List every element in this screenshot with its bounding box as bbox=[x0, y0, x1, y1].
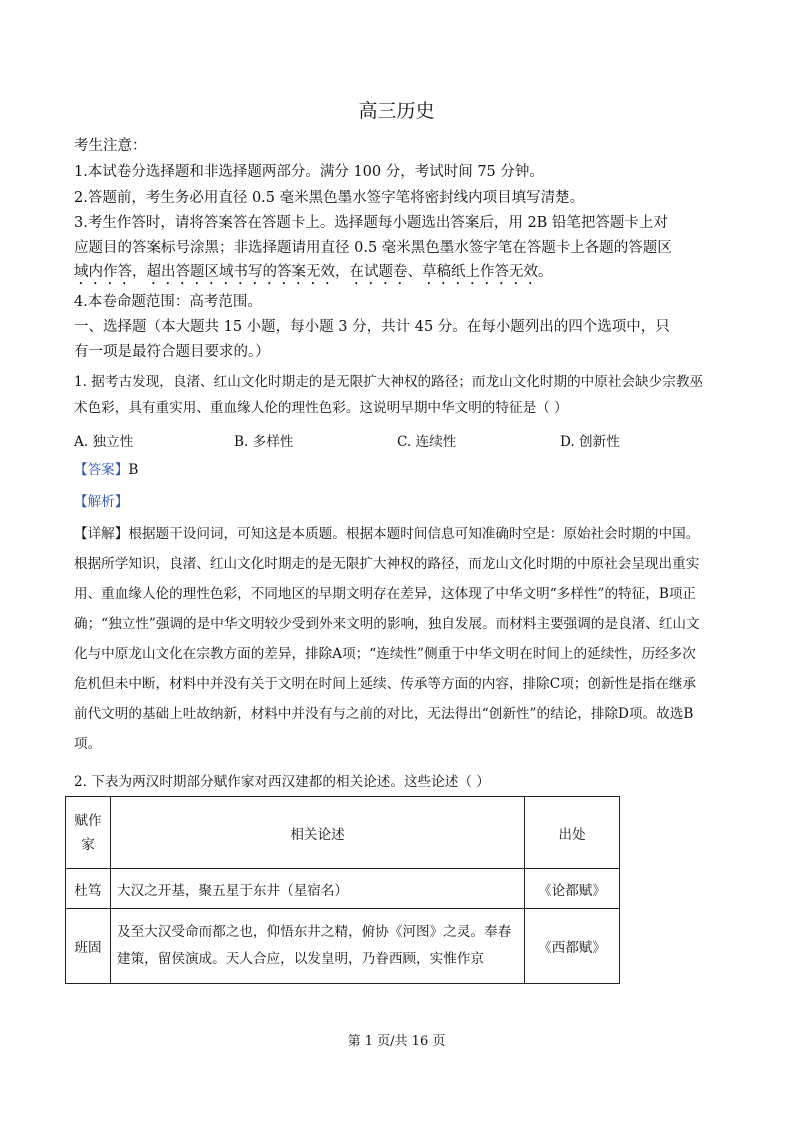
q1-detail-line-2: 根据所学知识，良渚、红山文化时期走的是无限扩大神权的路径，而龙山文化时期的中原社会呈现出重实 bbox=[74, 556, 700, 572]
notice-item-2: 2.答题前，考生务必用直径 0.5 毫米黑色墨水签字笔将密封线内项目填写清楚。 bbox=[74, 190, 585, 206]
notice-heading: 考生注意： bbox=[74, 138, 147, 154]
q1-detail-line-5: 化与中原龙山文化在宗教方面的差异，排除A项；“连续性”侧重于中华文明在时间上的延续性，历经多次 bbox=[74, 646, 696, 662]
table-row bbox=[66, 869, 620, 909]
q2-stem: 2. 下表为两汉时期部分赋作家对西汉建都的相关论述。这些论述（ ） bbox=[74, 774, 490, 790]
section-heading-line-1: 一、选择题（本大题共 15 小题，每小题 3 分，共计 45 分。在每小题列出的四个选项中，只 bbox=[74, 319, 670, 335]
q1-detail-line-8: 项。 bbox=[74, 736, 102, 752]
row-author: 班固 bbox=[66, 909, 111, 984]
detail-tag: 【详解】 bbox=[74, 526, 129, 542]
q1-stem-line-1: 1. 据考古发现，良渚、红山文化时期走的是无限扩大神权的路径；而龙山文化时期的中原社会缺少宗教巫 bbox=[74, 374, 704, 390]
answer-tag: 【答案】 bbox=[74, 462, 129, 478]
table-row bbox=[66, 909, 620, 984]
notice-item-3-line-1: 3.考生作答时，请将答案答在答题卡上。选择题每小题选出答案后，用 2B 铅笔把答题卡上对 bbox=[74, 215, 668, 231]
row-source: 《西都赋》 bbox=[525, 909, 620, 984]
notice-item-3-line-3: 域内作答，超出答题区域书写的答案无效，在试题卷、草稿纸上作答无效。 bbox=[74, 264, 553, 280]
q1-detail-line-1 bbox=[74, 522, 699, 542]
q1-detail-line-4: 确；“独立性”强调的是中华文明较少受到外来文明的影响，独自发展。而材料主要强调的是良渚、红山文 bbox=[74, 616, 700, 632]
header-text: 相关论述 bbox=[111, 797, 525, 869]
page-title: 高三历史 bbox=[358, 100, 435, 122]
q1-option-d: D. 创新性 bbox=[560, 434, 620, 450]
section-heading-line-2: 有一项是最符合题目要求的。） bbox=[74, 344, 270, 360]
q1-stem-line-2: 术色彩，具有重实用、重血缘人伦的理性色彩。这说明早期中华文明的特征是（ ） bbox=[74, 400, 568, 416]
row-source: 《论都赋》 bbox=[525, 869, 620, 909]
notice-item-3-line-2: 应题目的答案标号涂黑；非选择题请用直径 0.5 毫米黑色墨水签字笔在答题卡上各题的答题区 bbox=[74, 240, 672, 256]
detail-text: 根据题干设问词，可知这是本质题。根据本题时间信息可知准确时空是：原始社会时期的中国。 bbox=[128, 526, 700, 542]
page-footer: 第 1 页/共 16 页 bbox=[347, 1034, 446, 1049]
q1-option-a: A. 独立性 bbox=[74, 434, 134, 450]
q1-option-b: B. 多样性 bbox=[234, 434, 294, 450]
q1-detail-line-6: 危机但未中断，材料中并没有关于文明在时间上延续、传承等方面的内容，排除C项；创新性是指在继承 bbox=[74, 676, 697, 692]
row-text: 及至大汉受命而都之也，仰悟东井之精，俯协《河图》之灵。奉春建策，留侯演成。天人合应，以发皇明，乃眷西顾，实惟作京 bbox=[111, 909, 525, 984]
q1-detail-line-3: 用、重血缘人伦的理性色彩，不同地区的早期文明存在差异，这体现了中华文明“多样性”的特征，B项正 bbox=[74, 586, 697, 602]
notice-item-1: 1.本试卷分选择题和非选择题两部分。满分 100 分，考试时间 75 分钟。 bbox=[74, 164, 544, 180]
analysis-tag: 【解析】 bbox=[74, 494, 129, 510]
q1-option-c: C. 连续性 bbox=[397, 434, 457, 450]
header-author: 赋作家 bbox=[66, 797, 111, 869]
answer-value: B bbox=[128, 462, 139, 478]
q2-table bbox=[65, 796, 620, 984]
notice-item-4: 4.本卷命题范围：高考范围。 bbox=[74, 294, 262, 310]
row-author: 杜笃 bbox=[66, 869, 111, 909]
q1-detail-line-7: 前代文明的基础上吐故纳新，材料中并没有与之前的对比，无法得出“创新性”的结论，排除D项。故选B bbox=[74, 706, 694, 722]
row-text: 大汉之开基，聚五星于东井（星宿名） bbox=[111, 869, 525, 909]
q1-answer bbox=[74, 458, 138, 478]
header-source: 出处 bbox=[525, 797, 620, 869]
table-header-row bbox=[66, 797, 620, 869]
